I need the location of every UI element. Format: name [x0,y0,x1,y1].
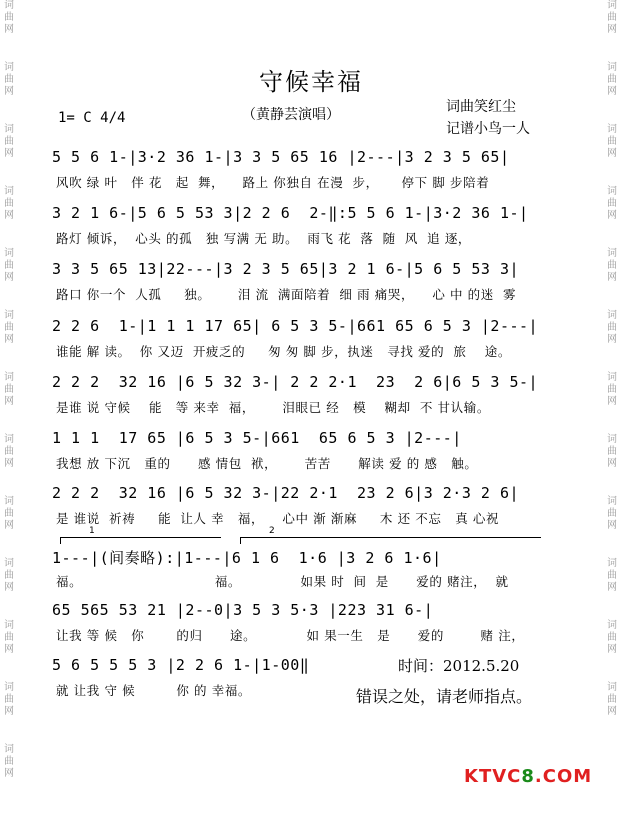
watermark-9: 词 曲 网 [4,496,14,531]
watermark-3: 词 曲 网 [4,124,14,159]
watermark-r4: 词 曲 网 [607,186,617,221]
lyrics-line: 让我 等 候 你 的归 途。 如 果一生 是 爱的 赌 注， [56,628,525,643]
watermark-r8: 词 曲 网 [607,434,617,469]
performer-label: （黄静芸演唱） [242,107,340,123]
watermark-5: 词 曲 网 [4,248,14,283]
volta-bracket-1: 1 [60,537,221,544]
transcriber-credit: 记谱小鸟一人 [446,121,530,137]
lyrics-line: 路口 你一个 人孤 独。 泪 流 满面陪着 细 雨 痛哭， 心 中 的迷 雾 [56,287,517,302]
watermark-7: 词 曲 网 [4,372,14,407]
lyrics-line: 路灯 倾诉， 心头 的孤 独 写满 无 助。 雨飞 花 落 随 风 追 逐， [56,231,472,246]
date-note: 时间：2012.5.20 [398,657,520,675]
notation-line: 1---|(间奏略):|1---|6 1 6 1·6 |3 2 6 1·6| [52,549,442,567]
site-logo: KTVC8.COM [464,766,593,787]
lyrics-line: 我想 放 下沉 重的 感 情包 袱， 苦苦 解读 爱 的 感 触。 [56,456,478,471]
watermark-r10: 词 曲 网 [607,558,617,593]
song-title: 守候幸福 [259,68,363,96]
watermark-11: 词 曲 网 [4,620,14,655]
notation-line: 2 2 2 32 16 |6 5 32 3-|22 2·1 23 2 6|3 2·3 2 6| [52,484,520,502]
watermark-10: 词 曲 网 [4,558,14,593]
watermark-2: 词 曲 网 [4,62,14,97]
lyrics-line: 福。 福。 如果 时 间 是 爱的 赌注， 就 [56,574,509,589]
watermark-r11: 词 曲 网 [607,620,617,655]
lyrics-line: 是 谁说 祈祷 能 让人 幸 福， 心中 渐 渐麻 木 还 不忘 真 心祝 [56,511,500,526]
watermark-r9: 词 曲 网 [607,496,617,531]
notation-line: 65 565 53 21 |2--0|3 5 3 5·3 |223 31 6-| [52,601,434,619]
key-signature: 1= C 4/4 [58,110,126,126]
watermark-4: 词 曲 网 [4,186,14,221]
notation-line: 5 6 5 5 5 3 |2 2 6 1-|1-00‖ [52,656,310,674]
watermark-12: 词 曲 网 [4,682,14,717]
notation-line: 5 5 6 1-|3·2 36 1-|3 3 5 65 16 |2---|3 2 3 5 65| [52,148,510,166]
watermark-r6: 词 曲 网 [607,310,617,345]
watermark-6: 词 曲 网 [4,310,14,345]
notation-line: 2 2 2 32 16 |6 5 32 3-| 2 2 2·1 23 2 6|6 5 3 5-| [52,373,539,391]
lyricist-credit: 词曲笑红尘 [446,99,516,115]
notation-line: 1 1 1 17 65 |6 5 3 5-|661 65 6 5 3 |2---| [52,429,462,447]
watermark-r2: 词 曲 网 [607,62,617,97]
watermark-13: 词 曲 网 [4,744,14,779]
watermark-r1: 词 曲 网 [607,0,617,35]
watermark-r5: 词 曲 网 [607,248,617,283]
watermark-r3: 词 曲 网 [607,124,617,159]
notation-line: 3 3 5 65 13|22---|3 2 3 5 65|3 2 1 6-|5 6 5 53 3| [52,260,520,278]
lyrics-line: 就 让我 守 候 你 的 幸福。 [56,683,252,698]
lyrics-line: 风吹 绿 叶 伴 花 起 舞， 路上 你独自 在漫 步， 停下 脚 步陪着 [56,175,490,190]
lyrics-line: 谁能 解 读。 你 又迈 开疲乏的 匆 匆 脚 步，执迷 寻找 爱的 旅 途。 [56,344,511,359]
watermark-r7: 词 曲 网 [607,372,617,407]
watermark-r12: 词 曲 网 [607,682,617,717]
watermark-1: 词 曲 网 [4,0,14,35]
error-note: 错误之处，请老师指点。 [356,687,533,706]
lyrics-line: 是谁 说 守候 能 等 来幸 福， 泪眼已 经 模 糊却 不 甘认输。 [56,400,490,415]
volta-bracket-2: 2 [240,537,541,544]
watermark-8: 词 曲 网 [4,434,14,469]
notation-line: 2 2 6 1-|1 1 1 17 65| 6 5 3 5-|661 65 6 5 3 |2---| [52,317,539,335]
notation-line: 3 2 1 6-|5 6 5 53 3|2 2 6 2-‖:5 5 6 1-|3·2 36 1-| [52,204,529,222]
